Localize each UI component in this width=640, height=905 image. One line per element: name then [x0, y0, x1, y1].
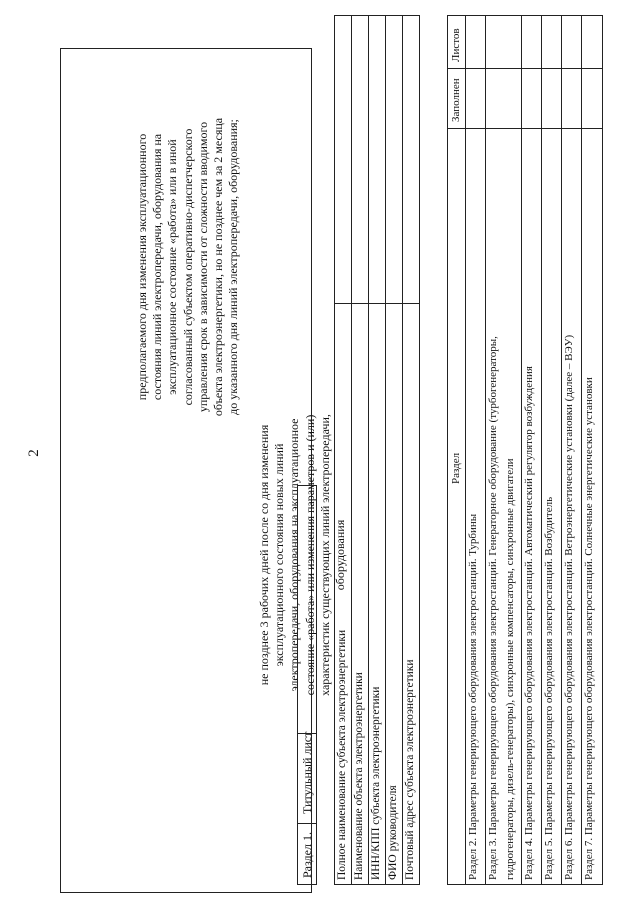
text-paragraph-2: не позднее 3 рабочих дней после со дня изменения эксплуатационного состояния новых линий электропередачи, оборудования на эксплуатационное состояние «работа» или изменения параметров и (или) характеристик существующих линий электропередачи, оборудования [257, 414, 348, 696]
info-row: Почтовый адрес субъекта электроэнергетики [404, 659, 416, 880]
table-row: Раздел 7. Параметры генерирующего оборудования электростанций. Солнечные энергетические установки [583, 377, 595, 880]
info-row: Полное наименование субъекта электроэнергетики [335, 16, 352, 884]
sections-header [448, 16, 466, 884]
title-table [297, 485, 317, 885]
title-section-label: Раздел 1. [300, 832, 314, 878]
info-row: Наименование объекта электроэнергетики [352, 16, 369, 884]
table-row: Раздел 2. Параметры генерирующего оборудования электростанций. Турбины [466, 16, 486, 884]
info-table [334, 15, 420, 885]
text-paragraph-1: предполагаемого дня изменения эксплуатационного состояния линий электропередачи, оборудования на эксплуатационное состояние «работа» или в иной согласованный субъектом оперативно-диспетчерского управления срок в зависимости от сложности вводимого объекта электроэнергетики, но не позднее чем за 2 месяца до указанного дня линий электропередачи, оборудования; [135, 117, 241, 417]
table-row: Раздел 6. Параметры генерирующего оборудования электростанций. Ветроэнергетические установки (далее – ВЭУ) [562, 16, 582, 884]
table-row: Раздел 4. Параметры генерирующего оборудования электростанций. Автоматический регулятор возбуждения [522, 16, 542, 884]
header-section: Раздел [450, 452, 462, 484]
table-row: Раздел 3. Параметры генерирующего оборудования электростанций. Генераторное оборудование (турбогенераторы, гидрогенераторы, дизель-генераторы), синхронные компенсаторы, синхронные двигатели [486, 16, 522, 884]
page-number: 2 [26, 449, 42, 457]
sections-table [447, 15, 603, 885]
info-row: ФИО руководителя [386, 16, 403, 884]
header-sheets: Листов [450, 28, 462, 62]
table-row: Раздел 5. Параметры генерирующего оборудования электростанций. Возбудитель [542, 16, 562, 884]
title-name: Титульный лист [300, 731, 314, 814]
header-filled: Заполнен [450, 78, 462, 122]
info-row: ИНН/КПП субъекта электроэнергетики [369, 16, 386, 884]
